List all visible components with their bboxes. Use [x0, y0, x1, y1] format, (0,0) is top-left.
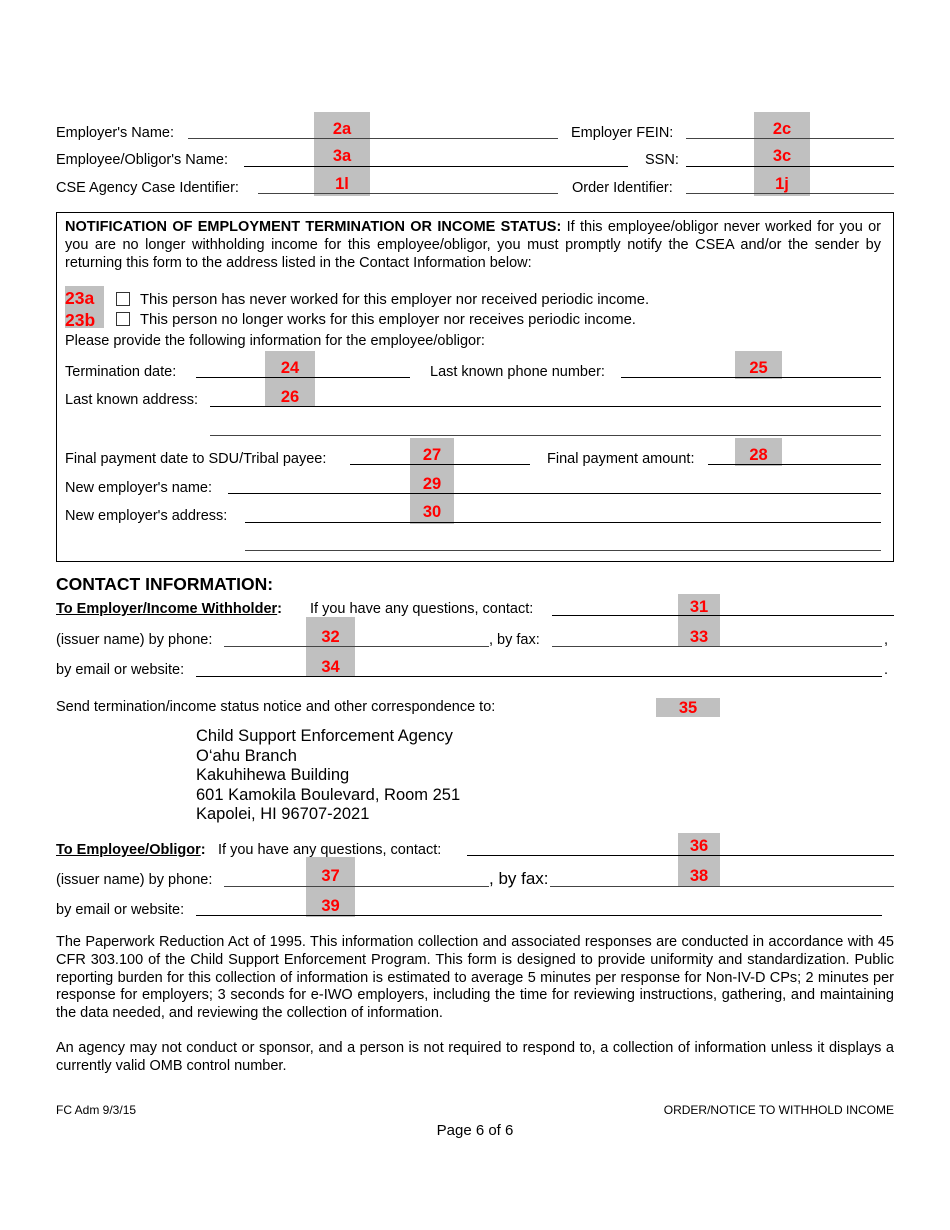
colon: :: [277, 601, 282, 617]
employee-email-label: by email or website:: [56, 902, 185, 918]
employer-name-label: Employer's Name:: [56, 125, 174, 141]
form-title: ORDER/NOTICE TO WITHHOLD INCOME: [663, 1103, 894, 1117]
colon: :: [200, 842, 206, 858]
address-line: 601 Kamokila Boulevard, Room 251: [196, 785, 461, 804]
final-payment-amount-label: Final payment amount:: [547, 451, 695, 467]
employer-contact-title-text: To Employer/Income Withholder: [56, 601, 278, 617]
order-id-label: Order Identifier:: [572, 180, 673, 196]
omb-paragraph: An agency may not conduct or sponsor, and a person is not required to respond to, a collection of information unless it displays a currently valid OMB control number.: [56, 1040, 894, 1074]
field-tag-24: 24: [280, 359, 300, 377]
fax-comma: ,: [884, 632, 889, 648]
employee-email-field[interactable]: [196, 915, 882, 916]
form-id: FC Adm 9/3/15: [56, 1103, 137, 1117]
employer-contact-title: [56, 601, 282, 618]
termination-date-label: Termination date:: [65, 364, 177, 380]
address-line: Kapolei, HI 96707-2021: [196, 805, 370, 823]
ssn-field[interactable]: [686, 166, 894, 167]
employee-phone-label: (issuer name) by phone:: [56, 872, 213, 888]
send-correspondence-label: Send termination/income status notice and other correspondence to:: [56, 699, 496, 715]
field-tag-26: 26: [280, 388, 300, 406]
field-tag-1l: 1l: [335, 175, 349, 193]
field-tag-27: 27: [422, 446, 442, 464]
field-tag-23a: 23a: [65, 288, 95, 308]
field-tag-33: 33: [689, 628, 709, 646]
new-employer-address-field[interactable]: [245, 522, 881, 523]
last-address-label: Last known address:: [65, 392, 198, 408]
employer-fax-label: , by fax:: [489, 632, 540, 648]
field-tag-31: 31: [689, 598, 709, 616]
field-tag-29: 29: [422, 475, 442, 493]
field-tag-37: 37: [321, 867, 340, 885]
last-address-field-line2[interactable]: [210, 435, 881, 436]
notification-heading: NOTIFICATION OF EMPLOYMENT TERMINATION OR INCOME STATUS:: [65, 219, 562, 235]
new-employer-name-field[interactable]: [228, 493, 881, 494]
field-tag-2c: 2c: [772, 120, 792, 138]
field-tag-34: 34: [321, 658, 340, 676]
provide-info-text: Please provide the following information for the employee/obligor:: [65, 333, 485, 349]
field-tag-2a: 2a: [332, 120, 352, 138]
no-longer-works-label: This person no longer works for this employer nor receives periodic income.: [140, 312, 636, 328]
employer-questions-label: If you have any questions, contact:: [310, 601, 534, 617]
last-phone-label: Last known phone number:: [430, 364, 605, 380]
new-employer-address-label: New employer's address:: [65, 508, 228, 524]
agency-address: [196, 727, 460, 825]
page-number: Page 6 of 6: [436, 1122, 514, 1139]
email-period: .: [884, 662, 889, 678]
new-employer-address-field-line2[interactable]: [245, 550, 881, 551]
employee-name-field[interactable]: [244, 166, 628, 167]
employer-contact-field[interactable]: [552, 615, 894, 616]
case-id-label: CSE Agency Case Identifier:: [56, 180, 239, 196]
address-line: Child Support Enforcement Agency: [196, 727, 453, 745]
field-tag-30: 30: [422, 503, 442, 521]
notification-intro-text: If this employee/obligor never worked for: [566, 219, 835, 235]
field-tag-23b: 23b: [65, 310, 96, 330]
no-longer-works-checkbox[interactable]: [116, 312, 130, 326]
notification-intro: [65, 219, 881, 272]
field-tag-38: 38: [689, 867, 709, 885]
employer-email-label: by email or website:: [56, 662, 185, 678]
address-line: Kakuhihewa Building: [196, 766, 350, 784]
employee-name-label: Employee/Obligor's Name:: [56, 152, 229, 168]
employee-contact-title: [56, 842, 206, 859]
final-payment-date-label: Final payment date to SDU/Tribal payee:: [65, 451, 327, 467]
employee-questions-label: If you have any questions, contact:: [218, 842, 442, 858]
paperwork-reduction-paragraph: The Paperwork Reduction Act of 1995. This information collection and associated responses are conducted in accordance with 45 CFR 303.100 of the Child Support Enforcement Program. This form is designed to provide uniformity and standardization. Public reporting burden for this collection of information is estimated to average 5 minutes per response for Non-IV-D CPs; 2 minutes per response for employers; 3 seconds for e-IWO employers, including the time for reviewing instructions, gathering, and maintaining the data needed, and reviewing the collection of information.: [56, 934, 894, 1022]
field-tag-28: 28: [749, 446, 768, 464]
field-tag-3c: 3c: [772, 147, 792, 165]
field-tag-1j: 1j: [775, 175, 789, 193]
ssn-label: SSN:: [645, 152, 679, 168]
field-tag-36: 36: [689, 837, 709, 855]
never-worked-checkbox[interactable]: [116, 292, 130, 306]
field-tag-32: 32: [321, 628, 340, 646]
notification-intro-line2: you or you are no longer withholding income for this employee/obligor, you must promptly notify the CSEA and/or the sender: [65, 219, 881, 253]
never-worked-label: This person has never worked for this employer nor received periodic income.: [140, 292, 650, 308]
field-tag-35: 35: [656, 698, 720, 717]
new-employer-name-label: New employer's name:: [65, 480, 213, 496]
field-tag-39: 39: [321, 897, 340, 915]
notification-intro-line3: by returning this form to the address listed in the Contact Information below:: [65, 236, 881, 271]
employer-phone-field[interactable]: [224, 646, 489, 647]
contact-heading: CONTACT INFORMATION:: [56, 574, 274, 594]
employer-name-field[interactable]: [188, 138, 558, 139]
employee-fax-label: , by fax:: [489, 869, 549, 888]
employee-contact-title-text: To Employee/Obligor: [56, 842, 201, 858]
final-payment-amount-field[interactable]: [708, 464, 881, 465]
employer-email-field[interactable]: [196, 676, 882, 677]
employee-phone-field[interactable]: [224, 886, 489, 887]
employer-fein-label: Employer FEIN:: [571, 125, 674, 141]
address-line: O‘ahu Branch: [196, 746, 297, 765]
employee-fax-field[interactable]: [550, 886, 894, 887]
field-tag-3a: 3a: [332, 147, 352, 165]
case-id-field[interactable]: [258, 193, 558, 194]
field-tag-25: 25: [749, 359, 768, 377]
employer-phone-label: (issuer name) by phone:: [56, 632, 213, 648]
